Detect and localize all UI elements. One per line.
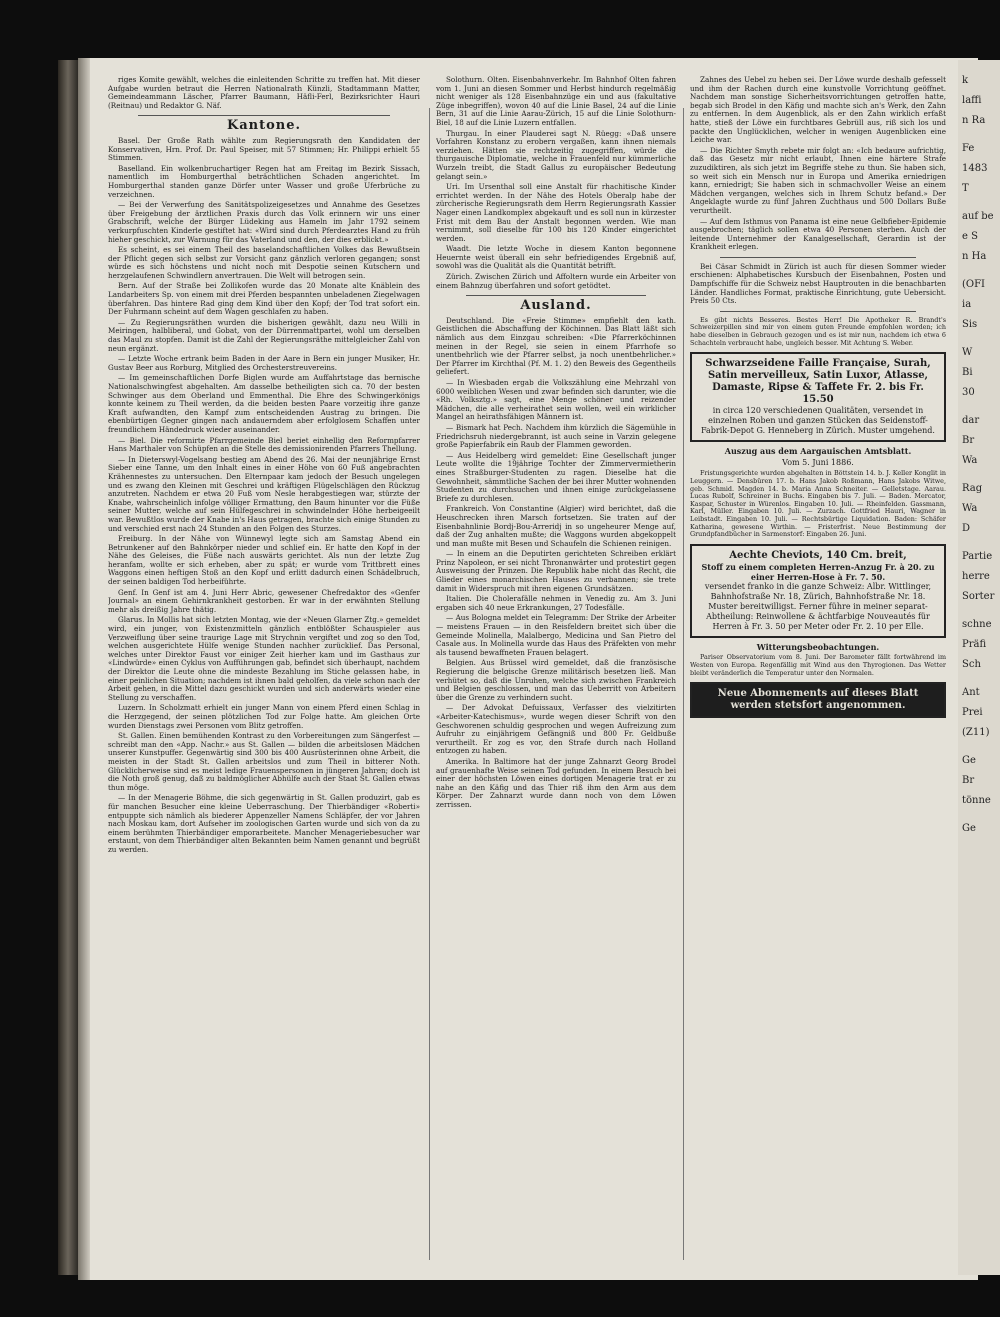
adjacent-page-text: herre [962, 571, 990, 582]
article-panama: — Auf dem Isthmus von Panama ist eine neue Gelbfieber-Epidemie ausgebrochen; täglich sollen etwa 40 Personen sterben. Auch der leitende Unternehmer der Kanalgesellschaft, Gerardin ist der Krankheit erlegen. [690, 216, 946, 252]
article-bismark: — Bismark hat Pech. Nachdem ihm kürzlich die Sägemühle in Friedrichsruh niedergebrannt, ist auch seine in Varzin gelegene große Papierfabrik ein Raub der Flammen geworden. [436, 422, 676, 450]
adjacent-page-text: D [962, 523, 971, 534]
adjacent-page-text: tönne [962, 795, 991, 806]
column-rule-2 [683, 108, 684, 1260]
article-frankreich-2: — In einem an die Deputirten gerichteten Schreiben erklärt Prinz Napoleon, er sei nicht Thronanwärter und protestirt gegen Ausweisung der Prinzen. Die Republik habe nicht das Recht, die Glieder eines monarchischen Hauses zu verbannen; sie trete damit in Widerspruch mit ihren eigenen Grundsätzen. [436, 549, 676, 593]
ad-title: Schwarzseidene Faille Française, Surah, Satin merveilleux, Satin Luxor, Atlasse, Damaste, Ripse & Taffete Fr. 2. bis Fr. 15.50 [705, 358, 931, 406]
adjacent-page-text: auf be [962, 211, 994, 222]
ad-cheviots [690, 544, 946, 638]
adjacent-page-text: k [962, 75, 969, 86]
column-rule-1 [429, 108, 430, 1260]
article-biel: — Biel. Die reformirte Pfarrgemeinde Biel beriet einhellig den Reformpfarrer Hans Marthaler von Schüpfen an die Stelle des demissionirenden Pfarrers Thellung. [108, 435, 420, 454]
article-basel: Basel. Der Große Rath wählte zum Regierungsrath den Kandidaten der Konservativen, Hrn. Prof. Dr. Paul Speiser, mit 57 Stimmen; Hr. Philippi erhielt 55 Stimmen. [108, 135, 420, 163]
article-st-gallen-2: — In der Menagerie Böhme, die sich gegenwärtig in St. Gallen produzirt, gab es für manchen Besucher eine kleine Ueberraschung. Der Thierbändiger «Roberti» entpuppte sich nämlich als biederer Appenzeller Namens Schläpfer, der vor Jahren nach Moskau kam, dort Aufseher im zoologischen Garten wurde und sich von da zu einem berühmten Thierbändiger emporarbeitete. Mancher Menageriebesucher war erstaunt, von dem Thierbändiger alten Bekannten beim Namen genannt und begrüßt zu werden. [108, 793, 420, 854]
weather-title: Witterungsbeobachtungen. [756, 641, 880, 652]
adjacent-page-text: ia [962, 299, 972, 310]
article-baselland-2: — Bei der Verwerfung des Sanitätspolizeigesetzes und Annahme des Gesetzes über Freigebung der ärztlichen Praxis durch das Volk erinnern wir uns einer Grabschrift, welche der Bürger Lüdeking aus Hameln im Jahr 1792 seinem verkurpfuschten Kinderle gestiftet hat: «Wird sind durch Pferdearztes Hand zu früh hieher geschickt, zur Warnung für das Vaterland und den, der dies erblickt.» [108, 200, 420, 244]
adjacent-page-text: Bi [962, 367, 973, 378]
adjacent-page-text: laffi [962, 95, 982, 106]
article-continued: Zahnes des Uebel zu heben sei. Der Löwe wurde deshalb gefesselt und ihm der Rachen durch eine kunstvolle Vorrichtung geöffnet. Nachdem man sonstige Sicherheitsvorrichtungen getroffen hatte, begab sich Brodel in den Käfig und machte sich an's Werk, den Zahn zu entfernen. In dem Augenblick, als er den Zahn wirklich erfaßt hatte, stieß der Löwe ein furchtbares Gebrüll aus, riß sich los und packte den Unglücklichen, welcher in wenigen Augenblicken eine Leiche war. [690, 76, 946, 145]
intro-paragraph: riges Komite gewählt, welches die einleitenden Schritte zu treffen hat. Mit dieser Aufgabe wurden betraut die Herren Nationalrath Künzli, Stadtammann Matter, Gemeindeammann Läscher, Pfarrer Baumann, Häfli-Ferl, Bezirksrichter Hauri (Reitnau) und Redaktor G. Näf. [108, 76, 420, 110]
ad-title: Neue Abonnements auf dieses Blatt werden stetsfort angenommen. [717, 688, 919, 712]
adjacent-page-text: 30 [962, 387, 975, 398]
adjacent-page-text: Br [962, 775, 975, 786]
amtsblatt-date: Vom 5. Juni 1886. [782, 457, 854, 467]
adjacent-page-text: dar [962, 415, 980, 426]
article-belgien-2: — Der Advokat Defuissaux, Verfasser des vielzitirten «Arbeiter-Katechismus», wurde wegen dieser Schrift von den Geschworenen schuldig gesprochen und wegen Aufreizung zum Aufruhr zu einjährigem Gefängniß und 800 Fr. Geldbuße verurtheilt. Er zog es vor, den Strafe durch nach Holland entzogen zu haben. [436, 703, 676, 756]
adjacent-page-text: Fe [962, 143, 975, 154]
ad-title: Aechte Cheviots, 140 Cm. breit, [729, 549, 907, 561]
adjacent-page-text: T [962, 183, 969, 194]
ad-schweizerpillen: Es gibt nichts Besseres. Bestes Herr! Die Apotheker R. Brandt's Schweizerpillen sind mir von einem guten Freunde empfohlen worden; ich habe dieselben in Gebrauch gezogen und es ist mir nun, nachdem ich etwa 6 Schachteln verbraucht habe, ungleich besser. Mit Achtung S. Weber. [690, 315, 946, 347]
adjacent-page-text: (Z11) [962, 727, 990, 738]
column-1 [108, 76, 420, 1261]
divider [466, 295, 646, 296]
article-smyth: — Die Richter Smyth rebete mir folgt an: «Ich bedaure aufrichtig, daß das Gesetz mir nicht erlaubt, Ihnen eine härtere Strafe zuzudiktiren, als sich jetzt im Begriffe stehe zu thun. Sie haben sich, so weit sich ein Mensch nur in Europa und Amerika erniedrigen kann, erniedrigt; Sie haben sich in schmachvoller Weise an einem Mädchen vergangen, welches sich in Ihrem Schutz befand.» Der Angeklagte wurde zu fünf Jahren Zuchthaus und 500 Dollars Buße verurtheilt. [690, 145, 946, 215]
article-glarus: Glarus. In Mollis hat sich letzten Montag, wie der «Neuen Glarner Ztg.» gemeldet wird, ein junger, von Existenzmitteln gänzlich entblößter Schauspieler aus Verzweiflung über seine traurige Lage mit Strychnin vergiftet und zog so den Tod, welchen ausgerichtete Hülfe wenige Stunden nachher zurücklief. Das Personal, welches unter Direktor Faust vor einiger Zeit hierher kam und im Gasthaus zur «Lindwürde» einen Cyklus von Aufführungen gab, befindet sich überhaupt, nachdem der Direktor die Leute ohne die mindeste Bezahlung im Stiche gelassen habe, in einer peinlichen Situation; nachdem ist ihnen bald geholfen, da viele schon nach der Arbeit gehen, in die Mittel dazu geschickt wurden und sich anderwärts wieder eine Stellung zu verschaffen. [108, 615, 420, 702]
article-waadt: Waadt. Die letzte Woche in diesem Kanton begonnene Heuernte weist überall ein sehr befriedigendes Ergebniß auf, sowohl was die Qualität als die Quantität betrifft. [436, 244, 676, 271]
adjacent-page-text: (OFI [962, 279, 985, 290]
adjacent-page-text: Ge [962, 823, 976, 834]
article-bern-2: — Zu Regierungsräthen wurden die bisherigen gewählt, dazu neu Willi in Meiringen, halbliberal, und Gobat, von der Dürrenmattpartei, wohl um derselben das Maul zu stopfen. Damit ist die Zahl der Regierungsräthe mittelgleicher Zahl von neun ergänzt. [108, 317, 420, 353]
divider [138, 115, 390, 116]
article-amerika: Amerika. In Baltimore hat der junge Zahnarzt Georg Brodel auf grauenhafte Weise seinen Tod gefunden. In einem Besuch bei einer der höchsten Löwen eines dortigen Menagerie trat er zu nahe an den Käfig und das Thier riß ihm den Arm aus dem Körper. Der Zahnarzt wurde dann noch von dem Löwen zerrissen. [436, 756, 676, 809]
section-heading-ausland: Ausland. [520, 298, 592, 314]
article-dieterswyl: — In Dieterswyl-Vogelsang bestieg am Abend des 26. Mai der neunjährige Ernst Sieber eine Tanne, um den Inhalt eines in einer Höhe von 60 Fuß angebrachten Krähennestes zu untersuchen. Den Elternpaar kam jedoch der Besuch ungelegen und es zwang den Kleinen mit Geschrei und kräftigen Flügelschlägen den Rückzug anzutreten. Nachdem er etwa 20 Fuß vom Nesle herabgestiegen war, stürzte der Knabe, wahrscheinlich infolge völliger Ermattung, den Baum hinunter vor die Füße seiner Mutter, welche auf sein Hülfegeschrei in schwindelnder Höhe herbeigeeilt war. Bewußtlos wurde der Knabe in's Haus getragen, brachte sich einige Stunden zu und verschied erst nach 24 Stunden an den Folgen des Sturzes. [108, 454, 420, 533]
column-3 [690, 76, 946, 1261]
divider [720, 257, 916, 258]
article-belgien: Belgien. Aus Brüssel wird gemeldet, daß die französische Regierung die belgische Grenze militärisch besetzen ließ. Man verhütet so, daß die Unruhen, welche sich zwischen Frankreich und Belgien geschlossen, und man das Ueberritt von Arbeitern über die Grenze zu verhindern sucht. [436, 658, 676, 702]
section-heading-kantone: Kantone. [226, 118, 302, 134]
book-binding [58, 60, 78, 1275]
adjacent-page-text: 1483 [962, 163, 988, 174]
adjacent-page-text: Prei [962, 707, 983, 718]
article-zuerich: Zürich. Zwischen Zürich und Affoltern wurde ein Arbeiter von einem Bahnzug überfahren und sofort getödtet. [436, 272, 676, 290]
article-baselland-3: Es scheint, es sei einem Theil des baselandschaftlichen Volkes das Bewußtsein der Pflicht gegen sich selbst zur Vorsicht ganz gänzlich verloren gegangen; sonst würde es sich höchstens und nicht noch mit Despotie seinen Kutschern und herzgelaufenen Schwindlern anvertrauen. Die Welt will betrogen sein. [108, 245, 420, 280]
article-genf: Genf. In Genf ist am 4. Juni Herr Abric, gewesener Chefredaktor des «Genfer Journal» an einem Gehirnkrankheit gestorben. Er war in der erwähnten Stellung mehr als dreißig Jahre thätig. [108, 587, 420, 614]
ad-body: in circa 120 verschiedenen Qualitäten, versendet in einzelnen Roben und ganzen Stücken das Seidenstoff-Fabrik-Depot G. Henneberg in Zürich. Muster umgehend. [701, 406, 935, 436]
page-edge-shadow [78, 58, 90, 1280]
adjacent-page-text: Ge [962, 755, 976, 766]
article-frankreich: Frankreich. Von Constantine (Algier) wird berichtet, daß die Heuschrecken ihren Marsch fortsetzen. Sie traten auf der Eisenbahnlinie Bordj-Bou-Arreridj in so ungeheurer Menge auf, daß der Zug anhalten mußte; die Waggons wurden abgekoppelt und man mußte mit Besen und Schaufeln die Schienen reinigen. [436, 504, 676, 548]
adjacent-page-text: n Ha [962, 251, 987, 262]
adjacent-page-text: Wa [962, 455, 978, 466]
adjacent-page-text: Ant [962, 687, 980, 698]
article-solothurn: Solothurn. Olten. Eisenbahnverkehr. Im Bahnhof Olten fahren vom 1. Juni an diesen Sommer und Herbst hindurch regelmäßig nicht weniger als 128 Eisenbahnzüge ein und aus (fakultative Züge inbegriffen), wovon 40 auf die Linie Basel, 24 auf die Linie Bern, 31 auf die Linie Aarau-Zürich, 15 auf die Linie Solothurn-Biel, 18 auf die Linie Luzern entfallen. [436, 76, 676, 127]
adjacent-page-text: schne [962, 619, 992, 630]
article-st-gallen: St. Gallen. Einen bemühenden Kontrast zu den Vorbereitungen zum Sängerfest — schreibt man den «App. Nachr.» aus St. Gallen — bilden die arbeitslosen Mädchen unserer Kunstpuffer. Gegenwärtig sind 300 bis 400 Ausrüsterinnen ohne Arbeit, die meisten in der Stadt St. Gallen arbeitslos und zum Theil in bitterer Noth. Glücklicherweise sind es meist ledige Frauenspersonen in jüngeren Jahren; doch ist die Noth groß genug, daß zu baldmöglicher Abhülfe auch der Staat St. Gallen etwas thun möge. [108, 731, 420, 792]
adjacent-page-text: Präfi [962, 639, 987, 650]
article-bern-4: — Im gemeinschaftlichen Dorfe Biglen wurde am Auffahrtstage das bernische Nationalschwingfest abgehalten. Am dasselbe betheiligten sich ca. 70 der besten Schwinger aus dem Oberland und Emmenthal. Die Ehre des Schwingerkönigs konnte keinem zu Theil werden, da die beiden besten Paare vorzeitig ihre ganze Kraft aufwandten, den Kampf zum entscheidenden Austrag zu bringen. Die ebenbürtigen Gegner gingen nach andauerndem aber erfolglosem Schaffen unter freundlichem Händedruck wieder auseinander. [108, 373, 420, 434]
adjacent-page-text: Br [962, 435, 975, 446]
article-deutschland: Deutschland. Die «Freie Stimme» empfiehlt den kath. Geistlichen die Abschaffung der Köchinnen. Das Blatt läßt sich nämlich aus dem Einzgau schreiben: «Die Pfarrerköchinnen meinen in der Regel, sie seien in einem Pfarrhofe so unentbehrlich wie der Pfarrer selbst, ja noch unentbehrlicher.» Der Pfarrer im Kirchthal (Pf. M. 1. 2) den Beweis des Gegentheils geliefert. [436, 315, 676, 377]
adjacent-page-text: Sorter [962, 591, 995, 602]
adjacent-page-text: Sis [962, 319, 978, 330]
article-bern: Bern. Auf der Straße bei Zollikofen wurde das 20 Monate alte Knäblein des Landarbeiters Sp. von einem mit drei Pferden bespannten unbeladenen Ziegelwagen überfahren. Das hintere Rad ging dem Kind über den Kopf; der Tod trat sofort ein. Der Fuhrmann scheint auf dem Wagen geschlafen zu haben. [108, 281, 420, 317]
amtsblatt-body: Fristungsgerichte wurden abgehalten in Böttstein 14. b. J. Keller Konglit in Leuggern. — Densbüren 17. b. Hans Jakob Roßmann, Hans Jakobs Witwe, geb. Schmid. Magden 14. b. Maria Anna Schneiter. — Gelletstage. Aarau. Lucas Rubolf, Schreiner in Buchs. Eingaben bis 7. Juli. — Baden. Mercator, Kaspar, Schuster in Würenlos. Eingaben 10. Juli. — Rheinfelden. Gassmann, Karl, Müller. Eingaben 10. Juli. — Zurzach. Gottfried Hauri, Wagner in Leibstadt. Eingaben 10. Juli. — Rechtsbürtige Liquidation. Baden: Schäfer Katharina, gewesene Wirthin. — Fristerfrist. Neue Bestimmung der Grundpfandbücher in Sarmenstorf: Eingaben 26. Juni. [690, 469, 946, 539]
ad-price: Stoff zu einem completen Herren-Anzug Fr. à 20. zu einer Herren-Hose à Fr. 7. 50. [701, 561, 935, 582]
article-uri: Uri. Im Ursenthal soll eine Anstalt für rhachitische Kinder errichtet werden. In der Nähe des Hotels Oberalp habe der zürcherische Regierungsrath dem Herrn Regierungsrath Kassier Nager einen Landkomplex abgekauft und es soll nun in kürzester Frist mit dem Bau der Anstalt begonnen werden. Wie man vernimmt, soll dieselbe für 100 bis 120 Kinder eingerichtet werden. [436, 182, 676, 243]
ad-subscription [690, 682, 946, 718]
adjacent-page-text: e S [962, 231, 978, 242]
ad-kursbuch: Bei Cäsar Schmidt in Zürich ist auch für diesen Sommer wieder erschienen: Alphabetisches Kursbuch der Eisenbahnen, Posten und Dampfschiffe für die Schweiz nebst Hauptrouten in die benachbarten Länder. Handliches Format, praktische Einrichtung, gute Uebersicht. Preis 50 Cts. [690, 261, 946, 306]
ad-henneberg-silk [690, 352, 946, 442]
article-italien: Italien. Die Cholerafälle nehmen in Venedig zu. Am 3. Juni ergaben sich 40 neue Erkrankungen, 27 Todesfälle. [436, 594, 676, 612]
adjacent-page-fragment [958, 60, 1000, 1275]
adjacent-page-text: Partie [962, 551, 993, 562]
ad-body: versendet franko in die ganze Schweiz: Albr. Wittlinger, Bahnhofstraße Nr. 18, Zürich, Bahnhofstraße Nr. 18. Muster bereitwilligst. Ferner führe in meiner separat-Abtheilung: Reinwollene & ächtfarbige Nouveautés für Herren à Fr. 3. 50 per Meter oder Fr. 2. 10 per Elle. [704, 581, 932, 631]
adjacent-page-text: W [962, 347, 973, 358]
article-wiesbaden: — In Wiesbaden ergab die Volkszählung eine Mehrzahl von 6000 weiblichen Wesen und zwar befinden sich darunter, wie die «Rh. Volksztg.» sagt, eine Menge schöner und reizender Mädchen, die alle verheirathet sein wollen, weil ein wirklicher Mangel an heirathsfähigen Männern ist. [436, 378, 676, 422]
article-baselland: Baselland. Ein wolkenbruchartiger Regen hat am Freitag im Bezirk Sissach, namentlich im Homburgerthal beträchtlichen Schaden angerichtet. Im Homburgerthal standen ganze Dörfer unter Wasser und große Uferbrüche zu verzeichnen. [108, 163, 420, 199]
weather-body: Pariser Observatorium vom 8. Juni. Der Barometer fällt fortwährend im Westen von Europa. Regenfällig mit Wind aus den Thyrogionen. Das Wetter bleibt veränderlich die Temperatur unter den Normalen. [690, 653, 946, 677]
adjacent-page-text: Rag [962, 483, 983, 494]
adjacent-page-text: Sch [962, 659, 981, 670]
adjacent-page-text: n Ra [962, 115, 986, 126]
article-heidelberg: — Aus Heidelberg wird gemeldet: Eine Gesellschaft junger Leute wollte die 19jährige Tochter der Zimmervermietherin eines Straßburger-Studenten zu ragen. Dieselbe hat die Gewohnheit, sämmtliche Sachen der bei ihrer Mutter wohnenden Studenten zu durchsuchen und ihnen einige zurückgelassene Briefe zu durchlesen. [436, 450, 676, 503]
column-2 [436, 76, 676, 1261]
divider [720, 311, 916, 312]
adjacent-page-text: Wa [962, 503, 978, 514]
article-thurgau: Thurgau. In einer Plauderei sagt N. Rüegg: «Daß unsere Vorfahren Konstanz zu erobern vergaßen, kann ihnen niemals verziehen. Hätten sie rechtzeitig zugegriffen, würde die thurgauische Diplomatie, welche in Frauenfeld nur kümmerliche Wurzeln treibt, die Stadt Gallus zu europäischer Bedeutung gelangt sein.» [436, 128, 676, 181]
article-bologna: — Aus Bologna meldet ein Telegramm: Der Strike der Arbeiter — meistens Frauen — in den Reisfeldern breitet sich über die Gemeinde Molinella, Malalbergo, Medicina und San Pietro del Casale aus. In Molinella wurde das Haus des Präfekten von mehr als tausend bewaffneten Frauen belagert. [436, 613, 676, 657]
amtsblatt-title: Auszug aus dem Aargauischen Amtsblatt. [724, 446, 912, 457]
article-freiburg: Freiburg. In der Nähe von Wünnewyl legte sich am Samstag Abend ein Betrunkener auf den Bahnkörper nieder und schlief ein. Er hatte den Kopf in der Nähe des Geleises, die Füße nach auswärts gerichtet. Als nun der letzte Zug heranfam, wollte er sich erheben, aber zu spät; er wurde vom Trittbrett eines Waggons einen heftigen Stoß an den Kopf und erlitt dadurch einen Schädelbruch, der seinen baldigen Tod herbeiführte. [108, 534, 420, 587]
article-bern-3: — Letzte Woche ertrank beim Baden in der Aare in Bern ein junger Musiker, Hr. Gustav Beer aus Rorburg, Mitglied des Orchesterstreuvereins. [108, 354, 420, 372]
article-luzern: Luzern. In Scholzmatt erhielt ein junger Mann von einem Pferd einen Schlag in die Herzgegend, der seinen plötzlichen Tod zur Folge hatte. Am gleichen Orte wurden Dienstags zwei Personen vom Blitz getroffen. [108, 703, 420, 730]
